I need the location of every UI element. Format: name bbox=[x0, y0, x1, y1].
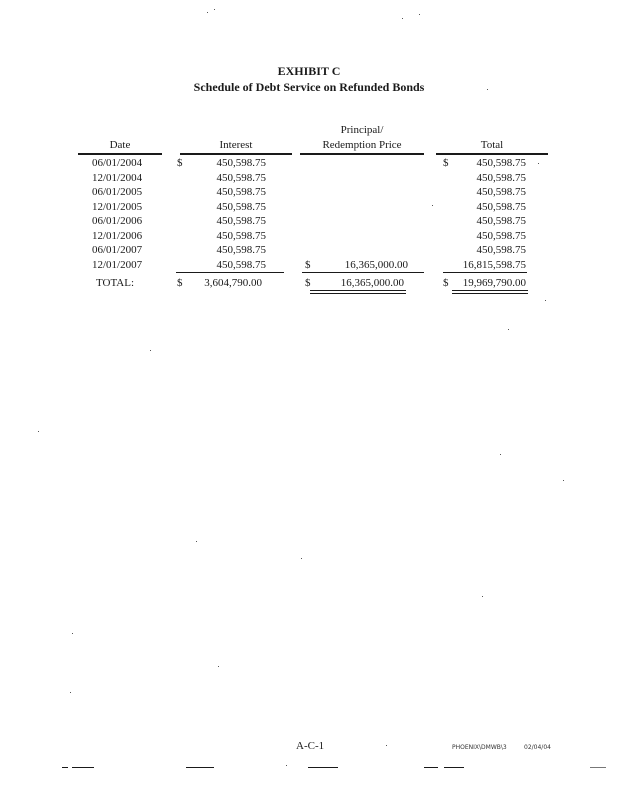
totals-interest: 3,604,790.00 bbox=[204, 277, 262, 289]
row-interest: 450,598.75 bbox=[216, 186, 266, 198]
header-rule-principal bbox=[300, 153, 424, 155]
table-row bbox=[0, 156, 618, 170]
header-principal-line2: Redemption Price bbox=[322, 139, 402, 151]
table-row bbox=[0, 200, 618, 214]
table-row bbox=[0, 243, 618, 257]
row-interest-currency: $ bbox=[177, 157, 183, 169]
row-interest: 450,598.75 bbox=[216, 229, 266, 242]
document-title: Schedule of Debt Service on Refunded Bonds bbox=[193, 80, 425, 94]
double-rule-total-1 bbox=[452, 290, 528, 291]
header-principal-line1: Principal/ bbox=[340, 124, 384, 136]
row-interest: 450,598.75 bbox=[216, 200, 266, 213]
row-date: 06/01/2007 bbox=[92, 244, 143, 256]
table-row bbox=[0, 185, 618, 199]
row-total: 450,598.75 bbox=[476, 171, 526, 184]
row-interest: 450,598.75 bbox=[216, 244, 266, 256]
row-total-currency: $ bbox=[443, 157, 449, 169]
row-date: 12/01/2006 bbox=[92, 229, 143, 242]
document-reference: PHOENIX\DMWB\3 bbox=[452, 744, 507, 751]
totals-principal-currency: $ bbox=[305, 277, 311, 289]
totals-total: 19,969,790.00 bbox=[462, 277, 526, 289]
header-interest: Interest bbox=[219, 139, 253, 151]
table-row bbox=[0, 229, 618, 243]
table-row bbox=[0, 171, 618, 185]
totals-principal: 16,365,000.00 bbox=[340, 277, 404, 289]
row-interest: 450,598.75 bbox=[216, 171, 266, 184]
row-interest: 450,598.75 bbox=[216, 157, 266, 169]
table-row bbox=[0, 214, 618, 228]
double-rule-principal-2 bbox=[310, 293, 406, 294]
header-date: Date bbox=[109, 139, 131, 151]
header-total: Total bbox=[480, 139, 504, 151]
row-date: 12/01/2005 bbox=[92, 200, 143, 213]
row-date: 12/01/2004 bbox=[92, 171, 143, 184]
header-rule-total bbox=[436, 153, 548, 155]
double-rule-total-2 bbox=[452, 293, 528, 294]
table-row bbox=[0, 258, 618, 272]
row-date: 06/01/2006 bbox=[92, 215, 143, 227]
subtotal-rule-total bbox=[443, 272, 527, 273]
totals-total-currency: $ bbox=[443, 277, 449, 289]
row-interest: 450,598.75 bbox=[216, 215, 266, 227]
row-total: 450,598.75 bbox=[476, 200, 526, 213]
row-total: 450,598.75 bbox=[476, 157, 526, 169]
row-total: 450,598.75 bbox=[476, 186, 526, 198]
subtotal-rule-interest bbox=[176, 272, 284, 273]
header-rule-date bbox=[78, 153, 162, 155]
page-number: A-C-1 bbox=[296, 740, 325, 752]
row-total: 16,815,598.75 bbox=[462, 258, 526, 271]
document-date-code: 02/04/04 bbox=[524, 744, 551, 751]
row-principal-currency: $ bbox=[305, 258, 311, 271]
row-total: 450,598.75 bbox=[476, 215, 526, 227]
exhibit-label: EXHIBIT C bbox=[277, 64, 341, 78]
row-date: 12/01/2007 bbox=[92, 258, 143, 271]
subtotal-rule-principal bbox=[302, 272, 424, 273]
row-principal: 16,365,000.00 bbox=[344, 258, 408, 271]
totals-label: TOTAL: bbox=[96, 277, 135, 289]
row-total: 450,598.75 bbox=[476, 244, 526, 256]
row-total: 450,598.75 bbox=[476, 229, 526, 242]
double-rule-principal-1 bbox=[310, 290, 406, 291]
row-interest: 450,598.75 bbox=[216, 258, 266, 271]
row-date: 06/01/2004 bbox=[92, 157, 143, 169]
totals-interest-currency: $ bbox=[177, 277, 183, 289]
totals-row bbox=[0, 276, 618, 290]
row-date: 06/01/2005 bbox=[92, 186, 143, 198]
header-rule-interest bbox=[180, 153, 292, 155]
